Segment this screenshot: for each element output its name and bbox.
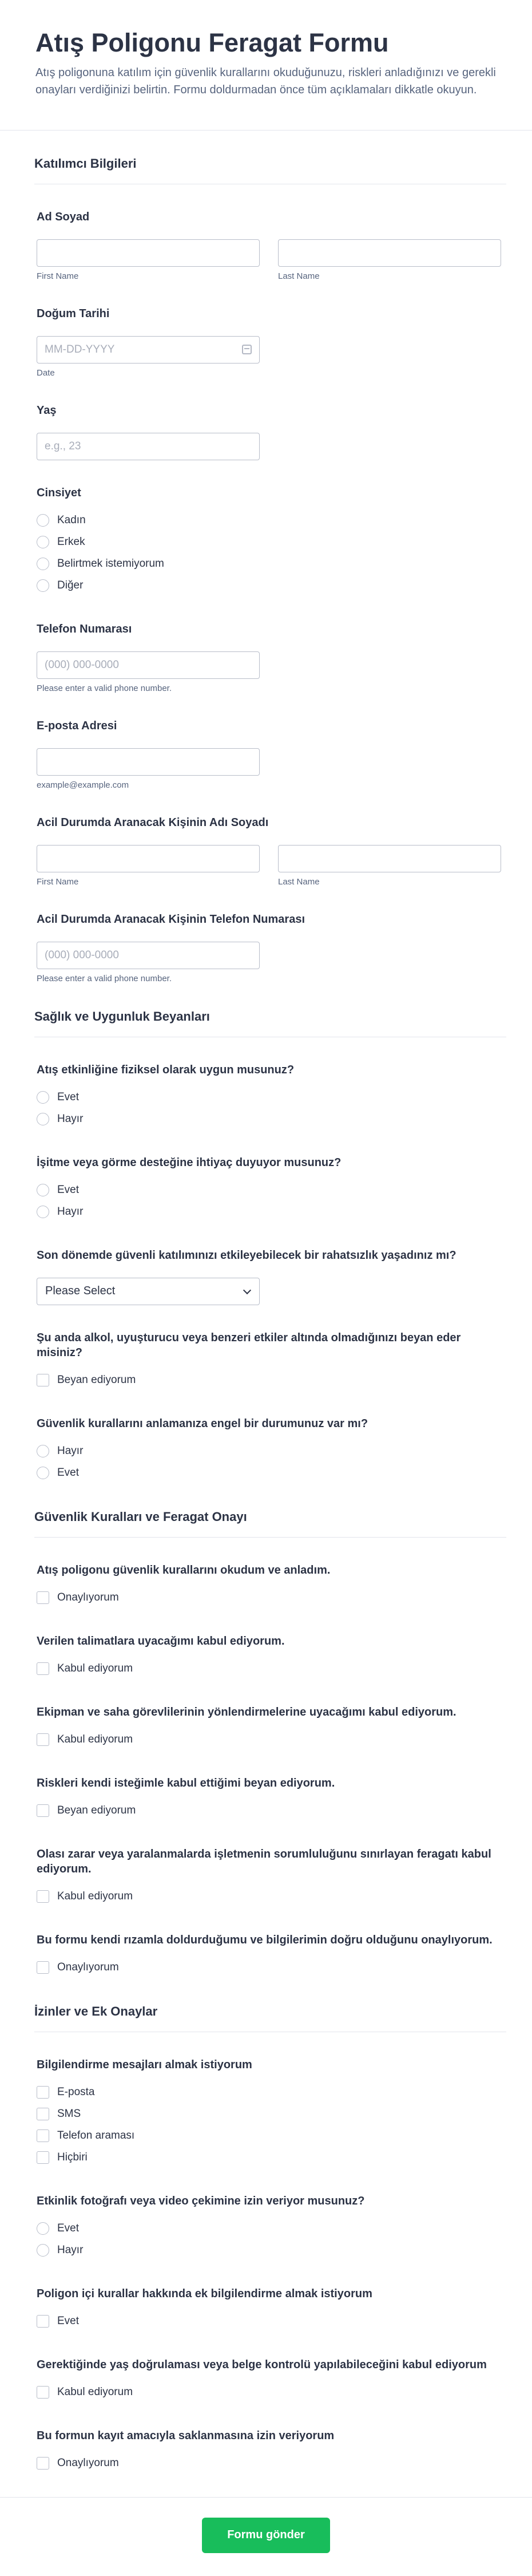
checkbox[interactable] (37, 2108, 49, 2120)
age-label: Yaş (37, 404, 57, 417)
emergency-first-name-input[interactable] (37, 845, 260, 872)
field-safety-q1 (34, 1563, 506, 1609)
safety-q2-label: Verilen talimatlara uyacağımı kabul ediyorum. (37, 1634, 285, 1647)
field-health-q5 (34, 1416, 506, 1484)
option-label: SMS (57, 2107, 81, 2120)
checkbox[interactable] (37, 1804, 49, 1817)
checkbox-option[interactable] (37, 1800, 506, 1822)
dropdown-value: Please Select (45, 1285, 116, 1297)
radio-button[interactable] (37, 579, 49, 592)
radio-button[interactable] (37, 514, 49, 527)
email-sublabel: example@example.com (37, 780, 129, 790)
option-label: Erkek (57, 535, 85, 548)
radio-option[interactable] (37, 1201, 506, 1223)
field-permissions-q5 (34, 2428, 506, 2474)
phone-sublabel: Please enter a valid phone number. (37, 683, 172, 693)
option-label: Kabul ediyorum (57, 1662, 133, 1674)
field-email (34, 718, 506, 790)
gender-options (37, 509, 506, 596)
checkbox[interactable] (37, 2129, 49, 2142)
form-title: Atış Poligonu Feragat Formu (35, 28, 389, 57)
checkbox[interactable] (37, 2386, 49, 2399)
field-age (34, 403, 506, 460)
field-permissions-q2 (34, 2194, 506, 2261)
permissions-q4-label: Gerektiğinde yaş doğrulaması veya belge kontrolü yapılabileceğini kabul ediyorum (37, 2358, 487, 2371)
option-label: Onaylıyorum (57, 2456, 119, 2469)
checkbox-option[interactable] (37, 2081, 506, 2103)
radio-option[interactable] (37, 1440, 506, 1462)
radio-button[interactable] (37, 1091, 49, 1104)
section-participant-title: Katılımcı Bilgileri (34, 156, 506, 184)
radio-button[interactable] (37, 536, 49, 548)
field-permissions-q1 (34, 2057, 506, 2168)
checkbox[interactable] (37, 1591, 49, 1604)
emergency-first-name-sublabel: First Name (37, 876, 79, 887)
gender-option[interactable] (37, 575, 506, 596)
option-label: Onaylıyorum (57, 1961, 119, 1973)
gender-label: Cinsiyet (37, 486, 81, 499)
safety-q4-label: Riskleri kendi isteğimle kabul ettiğimi beyan ediyorum. (37, 1776, 335, 1789)
section-safety-title: Güvenlik Kuralları ve Feragat Onayı (34, 1510, 506, 1538)
option-label: Evet (57, 1183, 80, 1196)
emergency-phone-label: Acil Durumda Aranacak Kişinin Telefon Numarası (37, 912, 305, 926)
field-safety-q4 (34, 1776, 506, 1822)
emergency-last-name-sublabel: Last Name (278, 876, 320, 887)
phone-input[interactable] (37, 651, 260, 679)
option-label: Beyan ediyorum (57, 1804, 136, 1816)
permissions-q3-label: Poligon içi kurallar hakkında ek bilgilendirme almak istiyorum (37, 2287, 372, 2300)
health-q1-label: Atış etkinliğine fiziksel olarak uygun musunuz? (37, 1063, 295, 1076)
checkbox[interactable] (37, 1374, 49, 1386)
condition-dropdown[interactable] (37, 1278, 260, 1305)
health-q5-label: Güvenlik kurallarını anlamanıza engel bir durumunuz var mı? (37, 1417, 368, 1430)
radio-button[interactable] (37, 558, 49, 570)
form-header (0, 0, 532, 131)
last-name-input[interactable] (278, 239, 501, 267)
checkbox-option[interactable] (37, 2103, 506, 2125)
health-q4-label: Şu anda alkol, uyuşturucu veya benzeri etkiler altında olmadığınızı beyan eder misiniz? (37, 1331, 461, 1359)
gender-option[interactable] (37, 531, 506, 553)
radio-button[interactable] (37, 1467, 49, 1479)
checkbox-option[interactable] (37, 2310, 506, 2332)
checkbox-option[interactable] (37, 1729, 506, 1751)
option-label: Evet (57, 2222, 80, 2234)
checkbox[interactable] (37, 1733, 49, 1746)
checkbox-option[interactable] (37, 2381, 506, 2403)
section-health-title: Sağlık ve Uygunluk Beyanları (34, 1009, 506, 1037)
option-label: Kabul ediyorum (57, 2385, 133, 2398)
checkbox[interactable] (37, 1890, 49, 1903)
option-label: E-posta (57, 2085, 95, 2098)
radio-option[interactable] (37, 1462, 506, 1484)
gender-option[interactable] (37, 553, 506, 575)
form-content (0, 156, 532, 2474)
last-name-sublabel: Last Name (278, 271, 320, 281)
field-safety-q3 (34, 1705, 506, 1751)
safety-q5-label: Olası zarar veya yaralanmalarda işletmenin sorumluluğunu sınırlayan feragatı kabul ediyorum. (37, 1847, 491, 1875)
email-label: E-posta Adresi (37, 719, 117, 732)
option-label: Hayır (57, 2243, 84, 2256)
field-health-q4 (34, 1330, 506, 1391)
option-label: Telefon araması (57, 2129, 135, 2142)
first-name-input[interactable] (37, 239, 260, 267)
checkbox-option[interactable] (37, 2452, 506, 2474)
checkbox-option[interactable] (37, 2125, 506, 2147)
field-health-q3 (34, 1248, 506, 1305)
checkbox[interactable] (37, 2151, 49, 2164)
birth-date-sublabel: Date (37, 368, 55, 378)
option-label: Belirtmek istemiyorum (57, 557, 164, 570)
birth-date-input[interactable] (37, 336, 260, 364)
permissions-q1-label: Bilgilendirme mesajları almak istiyorum (37, 2058, 252, 2071)
health-q2-label: İşitme veya görme desteğine ihtiyaç duyuyor musunuz? (37, 1156, 342, 1169)
field-birth-date (34, 306, 506, 378)
checkbox[interactable] (37, 2457, 49, 2470)
checkbox[interactable] (37, 1961, 49, 1974)
field-emergency-name (34, 815, 506, 887)
radio-button[interactable] (37, 2244, 49, 2257)
field-phone (34, 622, 506, 693)
checkbox-option[interactable] (37, 1658, 506, 1680)
checkbox[interactable] (37, 2315, 49, 2328)
checkbox-option[interactable] (37, 2147, 506, 2168)
radio-option[interactable] (37, 2218, 506, 2239)
radio-button[interactable] (37, 1445, 49, 1457)
section-permissions-title: İzinler ve Ek Onaylar (34, 2004, 506, 2032)
option-label: Kabul ediyorum (57, 1733, 133, 1745)
emergency-last-name-input[interactable] (278, 845, 501, 872)
option-label: Hayır (57, 1112, 84, 1125)
field-safety-q5 (34, 1847, 506, 1907)
field-emergency-phone (34, 912, 506, 983)
first-name-sublabel: First Name (37, 271, 79, 281)
option-label: Evet (57, 1091, 80, 1103)
option-label: Diğer (57, 579, 84, 591)
phone-label: Telefon Numarası (37, 622, 132, 635)
field-safety-q6 (34, 1933, 506, 1978)
field-safety-q2 (34, 1634, 506, 1680)
checkbox[interactable] (37, 1662, 49, 1675)
option-label: Kabul ediyorum (57, 1890, 133, 1902)
emergency-phone-input[interactable] (37, 942, 260, 969)
field-gender (34, 485, 506, 596)
chevron-down-icon (243, 1286, 251, 1294)
age-input[interactable] (37, 433, 260, 460)
emergency-phone-sublabel: Please enter a valid phone number. (37, 973, 172, 983)
field-health-q2 (34, 1155, 506, 1223)
radio-button[interactable] (37, 2222, 49, 2235)
safety-q3-label: Ekipman ve saha görevlilerinin yönlendirmelerine uyacağımı kabul ediyorum. (37, 1705, 456, 1718)
field-permissions-q3 (34, 2286, 506, 2332)
radio-button[interactable] (37, 1113, 49, 1125)
calendar-icon[interactable] (242, 345, 252, 354)
radio-option[interactable] (37, 1179, 506, 1201)
safety-q1-label: Atış poligonu güvenlik kurallarını okudum ve anladım. (37, 1563, 331, 1577)
emergency-name-label: Acil Durumda Aranacak Kişinin Adı Soyadı (37, 816, 269, 829)
option-label: Evet (57, 1466, 80, 1479)
option-label: Hayır (57, 1444, 84, 1457)
radio-option[interactable] (37, 2239, 506, 2261)
radio-option[interactable] (37, 1108, 506, 1130)
gender-option[interactable] (37, 509, 506, 531)
checkbox-option[interactable] (37, 1587, 506, 1609)
field-health-q1 (34, 1062, 506, 1130)
option-label: Beyan ediyorum (57, 1373, 136, 1386)
full-name-label: Ad Soyad (37, 210, 90, 223)
permissions-q5-label: Bu formun kayıt amacıyla saklanmasına izin veriyorum (37, 2429, 335, 2442)
checkbox-option[interactable] (37, 1886, 506, 1907)
option-label: Onaylıyorum (57, 1591, 119, 1603)
form-footer (0, 2497, 532, 2576)
submit-button[interactable]: Formu gönder (202, 2518, 330, 2553)
field-permissions-q4 (34, 2357, 506, 2403)
permissions-q2-label: Etkinlik fotoğrafı veya video çekimine izin veriyor musunuz? (37, 2194, 365, 2207)
email-input[interactable] (37, 748, 260, 776)
field-full-name (34, 210, 506, 281)
checkbox-option[interactable] (37, 1369, 506, 1391)
safety-q6-label: Bu formu kendi rızamla doldurduğumu ve bilgilerimin doğru olduğunu onaylıyorum. (37, 1933, 493, 1946)
checkbox-option[interactable] (37, 1957, 506, 1978)
option-label: Evet (57, 2314, 80, 2327)
radio-button[interactable] (37, 1184, 49, 1196)
radio-option[interactable] (37, 1086, 506, 1108)
radio-button[interactable] (37, 1206, 49, 1218)
option-label: Hayır (57, 1205, 84, 1218)
birth-date-label: Doğum Tarihi (37, 307, 110, 320)
checkbox[interactable] (37, 2086, 49, 2099)
option-label: Hiçbiri (57, 2151, 88, 2163)
health-q3-label: Son dönemde güvenli katılımınızı etkileyebilecek bir rahatsızlık yaşadınız mı? (37, 1249, 456, 1262)
option-label: Kadın (57, 513, 86, 526)
form-description: Atış poligonuna katılım için güvenlik kurallarını okuduğunuzu, riskleri anladığınızı ve gerekli onayları verdiğinizi belirtin. Formu doldurmadan önce tüm açıklamaları dikkatle okuyun. (35, 66, 496, 96)
